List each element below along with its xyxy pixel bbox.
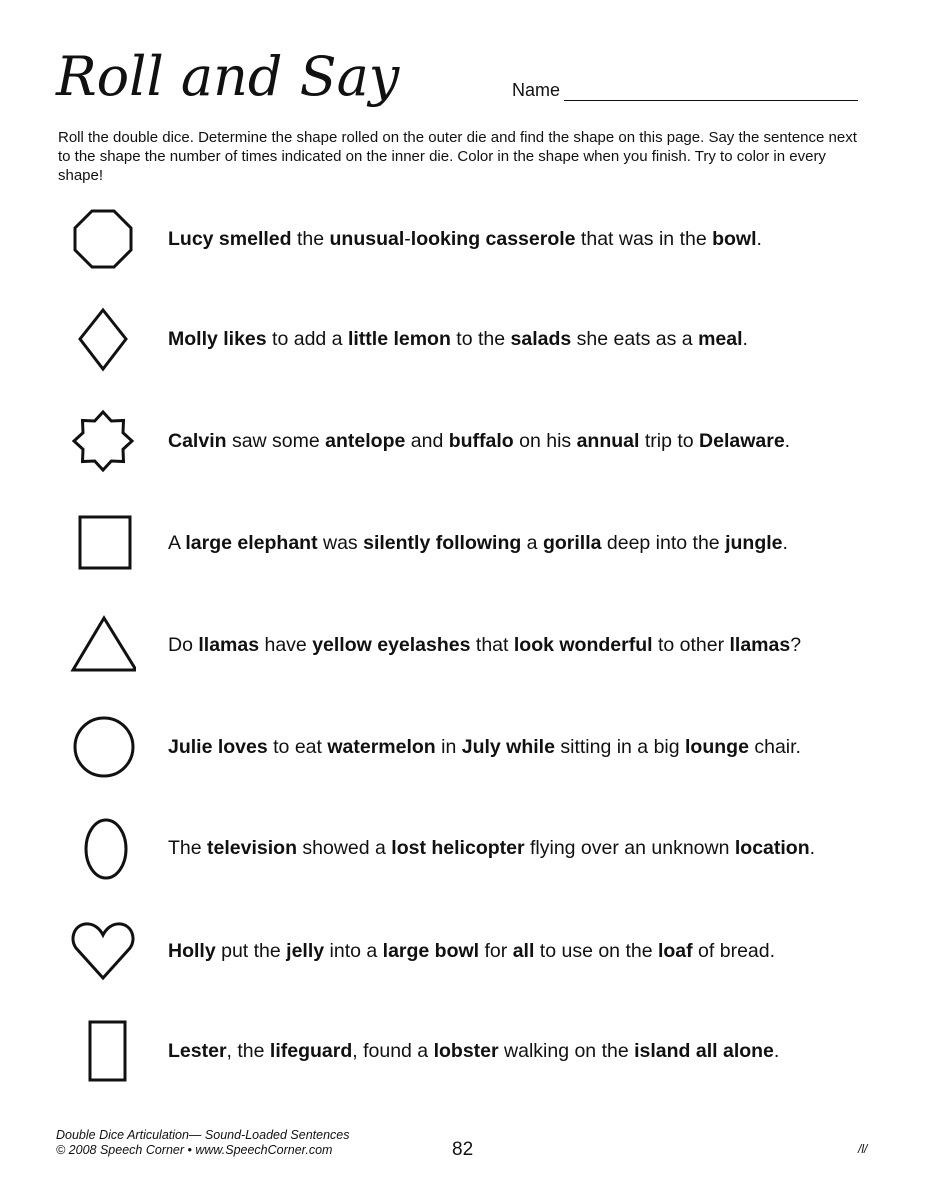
sentence-row [70,815,890,885]
sentence-fragment: to other [652,633,730,656]
sentence-fragment: on his [513,429,577,452]
target-word: loaf [657,939,693,962]
sentence-fragment: that was in the [575,227,713,250]
page-number: 82 [452,1139,474,1160]
sentence-fragment: in [435,735,462,758]
sentence-text [168,306,748,372]
triangle-icon [70,612,136,678]
sentence-fragment: to the [450,327,511,350]
sentence-fragment: a [521,531,543,554]
sentence-row [70,510,890,580]
target-word: large bowl [382,939,480,962]
target-word: Julie loves [168,735,268,758]
sentence-fragment: and [405,429,449,452]
sentence-text [168,918,775,984]
diamond-icon [70,306,136,372]
sentence-row [70,612,890,682]
sentence-fragment: . [756,227,762,250]
footer-credits [56,1128,349,1158]
target-word: jelly [286,939,325,962]
target-word: Lucy smelled [168,227,292,250]
sentence-text [168,1018,779,1084]
octagon-icon [70,206,136,272]
sentence-text [168,612,801,678]
target-word: little lemon [347,327,451,350]
target-word: bowl [712,227,757,250]
name-label: Name [512,80,561,100]
sentence-text [168,408,790,474]
target-word: look wonderful [513,633,653,656]
sentence-fragment: chair. [748,735,801,758]
target-word: all [512,939,535,962]
target-word: lobster [433,1039,499,1062]
footer-book-title: Double Dice Articulation— Sound-Loaded Sentences [56,1128,350,1142]
sentence-fragment: The [168,836,208,859]
page-title: Roll and Say [56,45,400,108]
sentence-fragment: she eats as a [571,327,699,350]
sentence-fragment: the [291,227,330,250]
sentence-row [70,206,890,276]
target-word: unusual [329,227,405,250]
sentence-row [70,714,890,784]
target-word: Calvin [168,429,227,452]
sentence-fragment: sitting in a big [554,735,686,758]
target-word: gorilla [542,531,602,554]
target-word: large elephant [185,531,318,554]
sentence-fragment: . [782,531,788,554]
target-word: location [734,836,810,859]
sentence-fragment: . [742,327,748,350]
sentence-fragment: ? [790,633,802,656]
sentence-fragment: , found a [352,1039,434,1062]
name-blank-line[interactable] [564,82,858,101]
target-word: yellow eyelashes [312,633,471,656]
sentence-fragment: put the [215,939,287,962]
target-word: looking casserole [410,227,576,250]
sentence-fragment: to add a [266,327,348,350]
target-word: salads [510,327,572,350]
target-word: antelope [325,429,406,452]
oval-icon [70,815,136,881]
sentence-text [168,714,801,780]
star-icon [70,408,136,474]
sentence-fragment: into a [324,939,383,962]
sentence-fragment: have [259,633,313,656]
target-word: meal [698,327,743,350]
sentence-fragment: walking on the [498,1039,635,1062]
target-word: jungle [725,531,783,554]
sentence-fragment: . [784,429,791,452]
instructions: Roll the double dice. Determine the shape rolled on the outer die and find the shape on this page. Say the sentence next to the shape the number of times indicated on the inner die. Color in the shape when you finish. Try to color in every shape! [58,129,857,184]
square-icon [70,510,136,576]
sentence-fragment: - [404,227,411,250]
target-word: buffalo [448,429,514,452]
target-word: lounge [685,735,749,758]
target-word: lifeguard [269,1039,353,1062]
target-word: television [207,836,297,859]
sentence-fragment: Do [168,633,199,656]
rectangle-icon [70,1018,136,1084]
target-word: island all alone [634,1039,774,1062]
target-word: lost helicopter [391,836,525,859]
heart-icon [70,918,136,984]
target-word: llamas [729,633,791,656]
target-word: annual [576,429,640,452]
target-word: Lester [168,1039,227,1062]
sentence-fragment: trip to [639,429,700,452]
sentence-fragment: . [773,1039,780,1062]
sentence-fragment: of bread. [692,939,776,962]
name-field [512,80,858,101]
target-word: llamas [198,633,260,656]
target-word: Delaware [699,429,785,452]
sentence-fragment: saw some [226,429,326,452]
sentence-row [70,918,890,988]
sentence-fragment: was [317,531,364,554]
sound-code: /l/ [858,1142,868,1156]
sentence-text [168,510,788,576]
sentence-fragment: A [168,531,186,554]
sentence-fragment: showed a [296,836,392,859]
sentence-fragment: to use on the [534,939,658,962]
target-word: Molly likes [168,327,267,350]
sentence-fragment: for [479,939,513,962]
sentence-row [70,1018,890,1088]
sentence-fragment: deep into the [601,531,726,554]
sentence-row [70,408,890,478]
sentence-fragment: that [470,633,514,656]
sentence-row [70,306,890,376]
footer-copyright: © 2008 Speech Corner • www.SpeechCorner.com [56,1143,333,1157]
target-word: watermelon [327,735,436,758]
target-word: silently following [363,531,522,554]
sentence-text [168,206,762,272]
sentence-fragment: flying over an unknown [524,836,735,859]
target-word: July while [461,735,555,758]
sentence-fragment: , the [226,1039,270,1062]
target-word: Holly [168,939,216,962]
sentence-text [168,815,815,881]
sentence-fragment: to eat [267,735,328,758]
sentence-fragment: . [809,836,816,859]
circle-icon [70,714,136,780]
